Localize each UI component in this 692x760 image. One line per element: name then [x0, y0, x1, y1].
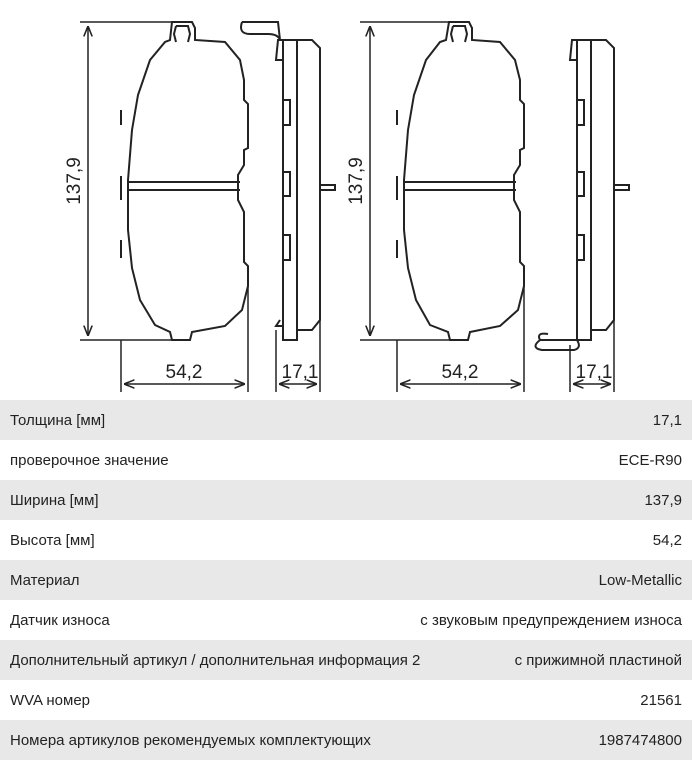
spec-label: Толщина [мм]	[10, 411, 106, 429]
dim-thickness-right: 17,1	[575, 362, 613, 383]
dim-height-right: 137,9	[346, 157, 367, 205]
spec-value: 137,9	[644, 491, 682, 509]
spec-label: Материал	[10, 571, 80, 589]
spec-value: с прижимной пластиной	[514, 651, 682, 669]
spec-label: проверочное значение	[10, 451, 169, 469]
spec-row-additional-info	[0, 640, 692, 680]
spec-row-height	[0, 520, 692, 560]
dim-width-right: 54,2	[441, 362, 479, 383]
spec-label: Датчик износа	[10, 611, 110, 629]
spec-label: Дополнительный артикул / дополнительная информация 2	[10, 651, 421, 669]
dim-right-lines	[360, 22, 614, 392]
spec-label: Высота [мм]	[10, 531, 95, 549]
spec-label: Ширина [мм]	[10, 491, 99, 509]
spec-row-width	[0, 480, 692, 520]
spec-label: Номера артикулов рекомендуемых комплектующих	[10, 731, 371, 749]
spec-row-thickness	[0, 400, 692, 440]
spec-label: WVA номер	[10, 691, 91, 709]
pad-right-front-view	[397, 22, 524, 340]
spec-value: 54,2	[652, 531, 682, 549]
spec-row-test-value	[0, 440, 692, 480]
spec-row-recommended-parts	[0, 720, 692, 760]
spec-value: 1987474800	[598, 731, 682, 749]
spec-value: с звуковым предупреждением износа	[420, 611, 682, 629]
dim-height-left: 137,9	[64, 157, 85, 205]
dim-width-left: 54,2	[165, 362, 203, 383]
spec-value: 17,1	[652, 411, 682, 429]
spec-value: Low-Metallic	[598, 571, 682, 589]
pad-right-side-view	[535, 40, 629, 350]
dim-thickness-left: 17,1	[281, 362, 319, 383]
spec-row-wear-sensor	[0, 600, 692, 640]
spec-row-material	[0, 560, 692, 600]
spec-value: ECE-R90	[618, 451, 682, 469]
spec-value: 21561	[640, 691, 682, 709]
specs-table	[0, 400, 692, 760]
spec-row-wva-number	[0, 680, 692, 720]
pad-left-front-view	[121, 22, 248, 340]
pad-left-side-view	[241, 22, 335, 340]
